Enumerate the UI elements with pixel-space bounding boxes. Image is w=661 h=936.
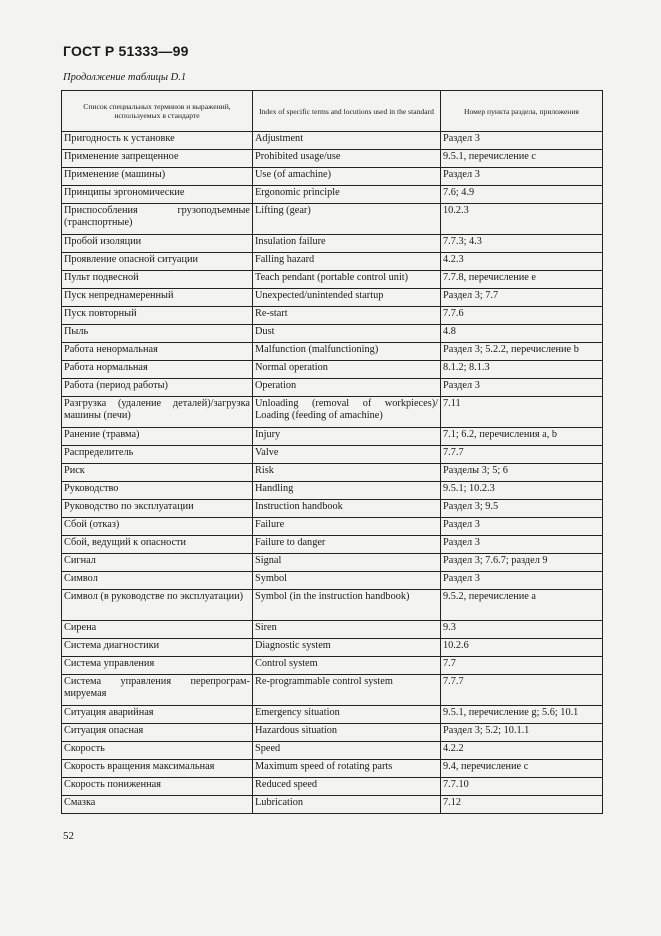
term-russian-cell: Риск [62,464,253,482]
term-russian-cell: Система управления [62,657,253,675]
table-row [62,289,603,307]
table-row [62,742,603,760]
table-row [62,253,603,271]
table-row [62,706,603,724]
table-row [62,536,603,554]
section-reference-cell: 10.2.3 [441,204,603,235]
table-row [62,325,603,343]
table-header-row [62,91,603,132]
term-english-cell: Operation [253,379,441,397]
section-reference-cell: Раздел 3 [441,132,603,150]
term-english-cell: Siren [253,621,441,639]
term-english-cell: Insulation failure [253,235,441,253]
table-row [62,639,603,657]
term-russian-cell: Принципы эргономические [62,186,253,204]
table-row [62,482,603,500]
table-body [62,132,603,814]
table-row [62,168,603,186]
table-row [62,186,603,204]
term-english-cell: Diagnostic system [253,639,441,657]
term-russian-cell: Применение (машины) [62,168,253,186]
term-english-cell: Unexpected/unintended startup [253,289,441,307]
section-reference-cell: 8.1.2; 8.1.3 [441,361,603,379]
table-row [62,379,603,397]
term-english-cell: Normal operation [253,361,441,379]
term-russian-cell: Пригодность к установке [62,132,253,150]
term-english-cell: Prohibited usage/use [253,150,441,168]
term-english-cell: Symbol [253,572,441,590]
table-row [62,464,603,482]
section-reference-cell: 9.5.1, перечисление c [441,150,603,168]
table-row [62,590,603,621]
table-row [62,675,603,706]
section-reference-cell: Раздел 3; 7.6.7; раздел 9 [441,554,603,572]
term-russian-cell: Распределитель [62,446,253,464]
section-reference-cell: 4.8 [441,325,603,343]
term-english-cell: Lifting (gear) [253,204,441,235]
table-row [62,796,603,814]
term-russian-cell: Пуск повторный [62,307,253,325]
term-russian-cell: Скорость вращения максимальная [62,760,253,778]
page-header: ГОСТ Р 51333—99 [63,43,189,59]
section-reference-cell: 9.5.1; 10.2.3 [441,482,603,500]
term-english-cell: Emergency situation [253,706,441,724]
term-russian-cell: Разгрузка (удаление деталей)/загрузка машины (печи) [62,397,253,428]
term-english-cell: Dust [253,325,441,343]
term-russian-cell: Пуск непреднамеренный [62,289,253,307]
section-reference-cell: 7.7.6 [441,307,603,325]
term-russian-cell: Сбой, ведущий к опасности [62,536,253,554]
section-reference-cell: Раздел 3 [441,168,603,186]
term-english-cell: Speed [253,742,441,760]
term-russian-cell: Сирена [62,621,253,639]
table-row [62,657,603,675]
terms-index-table [61,90,603,814]
column-header-english-terms: Index of specific terms and locutions used in the standard [253,91,441,132]
term-english-cell: Lubrication [253,796,441,814]
table-row [62,446,603,464]
term-russian-cell: Смазка [62,796,253,814]
section-reference-cell: Раздел 3 [441,572,603,590]
table-row [62,235,603,253]
section-reference-cell: Раздел 3 [441,536,603,554]
term-english-cell: Control system [253,657,441,675]
table-row [62,724,603,742]
term-english-cell: Failure [253,518,441,536]
table-row [62,132,603,150]
section-reference-cell: 7.7 [441,657,603,675]
table-row [62,760,603,778]
term-english-cell: Teach pendant (portable control unit) [253,271,441,289]
term-english-cell: Re-start [253,307,441,325]
term-russian-cell: Система управления перепрограм-мируемая [62,675,253,706]
section-reference-cell: Раздел 3; 5.2; 10.1.1 [441,724,603,742]
section-reference-cell: 9.3 [441,621,603,639]
section-reference-cell: 7.7.7 [441,675,603,706]
term-english-cell: Handling [253,482,441,500]
table-row [62,778,603,796]
term-english-cell: Injury [253,428,441,446]
term-russian-cell: Руководство по эксплуатации [62,500,253,518]
section-reference-cell: Раздел 3; 7.7 [441,289,603,307]
table-row [62,621,603,639]
term-russian-cell: Работа ненормальная [62,343,253,361]
term-english-cell: Maximum speed of rotating parts [253,760,441,778]
column-header-russian-terms: Список специальных терминов и выражений, используемых в стандарте [62,91,253,132]
term-russian-cell: Руководство [62,482,253,500]
term-english-cell: Valve [253,446,441,464]
table-row [62,554,603,572]
term-english-cell: Reduced speed [253,778,441,796]
table-row [62,204,603,235]
term-english-cell: Re-programmable control system [253,675,441,706]
section-reference-cell: 9.5.2, перечисление a [441,590,603,621]
section-reference-cell: Раздел 3 [441,379,603,397]
section-reference-cell: 7.12 [441,796,603,814]
term-english-cell: Failure to danger [253,536,441,554]
term-russian-cell: Проявление опасной ситуации [62,253,253,271]
section-reference-cell: 9.5.1, перечисление g; 5.6; 10.1 [441,706,603,724]
table-row [62,572,603,590]
section-reference-cell: 4.2.2 [441,742,603,760]
term-english-cell: Use (of amachine) [253,168,441,186]
term-english-cell: Falling hazard [253,253,441,271]
term-english-cell: Malfunction (malfunctioning) [253,343,441,361]
section-reference-cell: 7.7.3; 4.3 [441,235,603,253]
column-header-section-ref: Номер пункта раздела, приложения [441,91,603,132]
term-russian-cell: Символ (в руководстве по эксплуатации) [62,590,253,621]
term-russian-cell: Сигнал [62,554,253,572]
term-russian-cell: Ранение (травма) [62,428,253,446]
term-russian-cell: Работа (период работы) [62,379,253,397]
section-reference-cell: 7.6; 4.9 [441,186,603,204]
term-english-cell: Ergonomic principle [253,186,441,204]
term-russian-cell: Пульт подвесной [62,271,253,289]
term-english-cell: Instruction handbook [253,500,441,518]
table-row [62,397,603,428]
term-russian-cell: Ситуация аварийная [62,706,253,724]
table-row [62,150,603,168]
table-row [62,428,603,446]
table-row [62,271,603,289]
term-russian-cell: Сбой (отказ) [62,518,253,536]
term-russian-cell: Пыль [62,325,253,343]
term-russian-cell: Система диагностики [62,639,253,657]
term-english-cell: Risk [253,464,441,482]
term-english-cell: Symbol (in the instruction handbook) [253,590,441,621]
table-row [62,518,603,536]
term-english-cell: Signal [253,554,441,572]
page-number: 52 [63,830,74,842]
section-reference-cell: Раздел 3 [441,518,603,536]
section-reference-cell: Раздел 3; 5.2.2, перечисление b [441,343,603,361]
term-russian-cell: Приспособления грузоподъемные (транспортные) [62,204,253,235]
term-russian-cell: Работа нормальная [62,361,253,379]
table-continuation-caption: Продолжение таблицы D.1 [63,72,187,83]
table-row [62,500,603,518]
term-russian-cell: Символ [62,572,253,590]
section-reference-cell: 7.7.7 [441,446,603,464]
section-reference-cell: 7.7.8, перечисление e [441,271,603,289]
section-reference-cell: 7.1; 6.2, перечисления a, b [441,428,603,446]
term-russian-cell: Скорость [62,742,253,760]
section-reference-cell: 10.2.6 [441,639,603,657]
term-english-cell: Hazardous situation [253,724,441,742]
term-english-cell: Adjustment [253,132,441,150]
section-reference-cell: Разделы 3; 5; 6 [441,464,603,482]
table-row [62,361,603,379]
table-row [62,343,603,361]
section-reference-cell: 4.2.3 [441,253,603,271]
term-russian-cell: Скорость пониженная [62,778,253,796]
section-reference-cell: Раздел 3; 9.5 [441,500,603,518]
table-row [62,307,603,325]
term-english-cell: Unloading (removal of workpieces)/ Loading (feeding of amachine) [253,397,441,428]
section-reference-cell: 9.4, перечисление c [441,760,603,778]
term-russian-cell: Пробой изоляции [62,235,253,253]
section-reference-cell: 7.11 [441,397,603,428]
section-reference-cell: 7.7.10 [441,778,603,796]
term-russian-cell: Применение запрещенное [62,150,253,168]
term-russian-cell: Ситуация опасная [62,724,253,742]
